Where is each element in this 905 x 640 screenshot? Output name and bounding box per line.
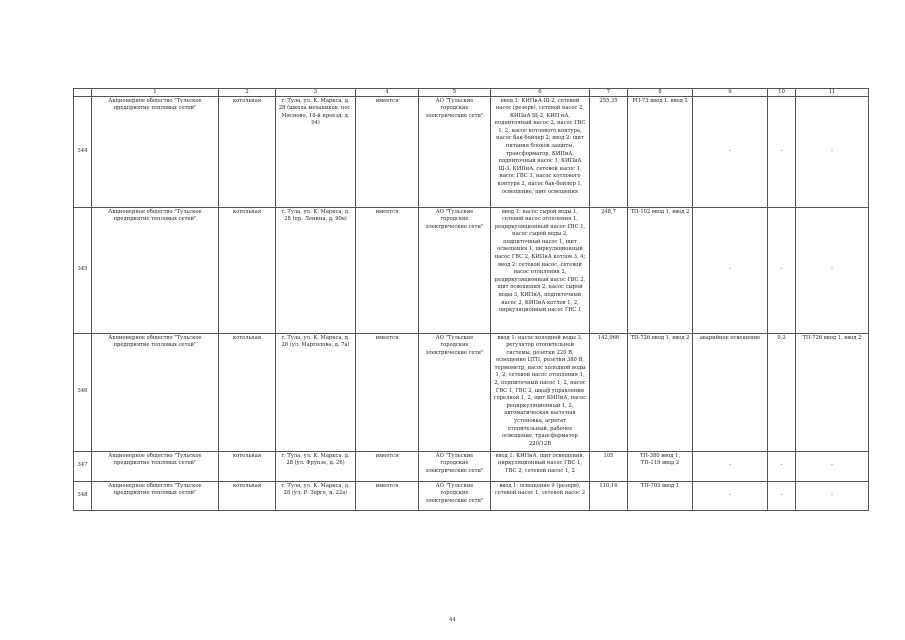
column-number: 2 (219, 89, 276, 97)
status-cell: имеется (356, 333, 419, 451)
power-cell: 105 (590, 451, 628, 481)
supplier-cell: АО "Тульские городские электрические сети" (419, 96, 491, 207)
owner-cell: Акционерное общество "Тульское предприятие тепловых сетей" (92, 207, 219, 333)
column-10-cell: 0,2 (768, 333, 796, 451)
supplier-cell: АО "Тульские городские электрические сети" (419, 451, 491, 481)
feed-cell: РП-73 ввод 1, ввод 2 (628, 96, 693, 207)
equipment-cell: ввод 1: КИПиА-Щ-2, сетевой насос (резерв), сетевой насос 2, КИПиА Щ-2, КИП нА, подпиточный насос 2, насос ГВС 1, 2, насос котлового контура, насос бак-бойлер 2; ввод 2: щит питания блоков защиты, трансформатор, КИПиА, подпиточный насос 1, КИПиА Щ-3, КИПиА, сетевой насос 1, насос ГВС 3, насос котлового контура 2, насос бак-бойлер 1, освещение, щит освещения (491, 96, 590, 207)
address-cell: г. Тула, ул. К. Маркса, д. 28 (ул. Р. Зорге, д. 22а) (276, 481, 356, 510)
status-cell: имеется (356, 207, 419, 333)
status-cell: имеется (356, 451, 419, 481)
column-11-cell: - (796, 96, 869, 207)
page-number: 44 (449, 617, 456, 623)
table-row (74, 207, 869, 333)
address-cell: г. Тула, ул. К. Маркса, д. 28 (ул. Марголова, д. 7а) (276, 333, 356, 451)
supplier-cell: АО "Тульские городские электрические сети" (419, 333, 491, 451)
column-9-cell: - (693, 96, 768, 207)
equipment-cell: ввод 1: насос холодной воды 3, регулятор отопительной системы, розетки 220 В, освещение ЦТП, розетки 380 В, термометр, насос холодной воды 1, 2, сетевой насос отопления 1, 2, подпиточный насос 1, 2, насос ГВС 1, ГВС 2, шкаф управления горелкой 1, 2, щит КИПиА, насос рециркуляционный 1, 2, автоматическая насосная установка, агрегат отопительный, рабочее освещение, трансформатор 220/12В (491, 333, 590, 451)
column-number: 3 (276, 89, 356, 97)
object-type-cell: котельная (219, 481, 276, 510)
row-number: 344 (74, 96, 92, 207)
column-10-cell: - (768, 481, 796, 510)
supplier-cell: АО "Тульские городские электрические сети" (419, 481, 491, 510)
feed-cell: ТП-102 ввод 1, ввод 2 (628, 207, 693, 333)
power-cell: 248,7 (590, 207, 628, 333)
equipment-cell: ввод 1: насос сырой воды 1, сетевой насос отопления 1, рециркуляционный насос ГВС 1, насос сырой воды 2, подпиточный насос 1, щит освещения 1, циркуляционный насос ГВС 2, КИПиА котлов 3, 4; ввод 2: сетевой насос, сетевой насос отопления 2, рециркуляционный насос ГВС 2, щит освещения 2, насос сырой воды 3, КИПиА, подпиточный насос 2, КИПиА котлов 1, 2, циркуляционный насос ГВС 1 (491, 207, 590, 333)
column-9-cell: аварийное освещение (693, 333, 768, 451)
column-9-cell: - (693, 207, 768, 333)
object-type-cell: котельная (219, 96, 276, 207)
column-11-cell: - (796, 481, 869, 510)
object-type-cell: котельная (219, 451, 276, 481)
supplier-cell: АО "Тульские городские электрические сети" (419, 207, 491, 333)
column-number: 4 (356, 89, 419, 97)
status-cell: имеется (356, 481, 419, 510)
feed-cell: ТП-380 ввод 1, ТП-119 ввод 2 (628, 451, 693, 481)
owner-cell: Акционерное общество "Тульское предприятие тепловых сетей" (92, 451, 219, 481)
owner-cell: Акционерное общество "Тульское предприятие тепловых сетей" (92, 333, 219, 451)
column-number: 9 (693, 89, 768, 97)
column-number: 6 (491, 89, 590, 97)
row-number: 348 (74, 481, 92, 510)
column-11-cell: ТП-726 ввод 1, ввод 2 (796, 333, 869, 451)
table-row (74, 451, 869, 481)
column-10-cell: - (768, 96, 796, 207)
row-number: 347 (74, 451, 92, 481)
table-row (74, 333, 869, 451)
column-number: 7 (590, 89, 628, 97)
column-11-cell: - (796, 207, 869, 333)
column-number: 10 (768, 89, 796, 97)
address-cell: г. Тула, ул. К. Маркса, д. 28 (школа механиков, пос. Мясново, 18-й проезд, д. 94) (276, 96, 356, 207)
column-10-cell: - (768, 207, 796, 333)
equipment-cell: ввод 1: КИПиА, щит освещения, циркуляционный насос ГВС 1, ГВС 2, сетевой насос 1, 2 (491, 451, 590, 481)
row-number: 346 (74, 333, 92, 451)
status-cell: имеется (356, 96, 419, 207)
address-cell: г. Тула, ул. К. Маркса, д. 28 (пр. Ленина, д. 90в) (276, 207, 356, 333)
object-type-cell: котельная (219, 207, 276, 333)
equipment-cell: ввод 1: освещение 9 (резерв), сетевой насос 1, сетевой насос 2 (491, 481, 590, 510)
column-10-cell: - (768, 451, 796, 481)
column-number: 1 (92, 89, 219, 97)
column-11-cell: - (796, 451, 869, 481)
owner-cell: Акционерное общество "Тульское предприятие тепловых сетей" (92, 96, 219, 207)
column-9-cell: - (693, 481, 768, 510)
column-9-cell: - (693, 451, 768, 481)
column-number: 5 (419, 89, 491, 97)
column-number-row (74, 89, 869, 97)
row-number: 345 (74, 207, 92, 333)
owner-cell: Акционерное общество "Тульское предприятие тепловых сетей" (92, 481, 219, 510)
column-number: 11 (796, 89, 869, 97)
table-row (74, 481, 869, 510)
feed-cell: ТП-726 ввод 1, ввод 2 (628, 333, 693, 451)
object-type-cell: котельная (219, 333, 276, 451)
column-number: 8 (628, 89, 693, 97)
feed-cell: ТП-705 ввод 1 (628, 481, 693, 510)
address-cell: г. Тула, ул. К. Маркса, д. 28 (ул. Фрунзе, д. 26) (276, 451, 356, 481)
register-table (73, 88, 869, 511)
power-cell: 255,35 (590, 96, 628, 207)
column-number-blank (74, 89, 92, 97)
power-cell: 110,16 (590, 481, 628, 510)
power-cell: 142,066 (590, 333, 628, 451)
table-row (74, 96, 869, 207)
